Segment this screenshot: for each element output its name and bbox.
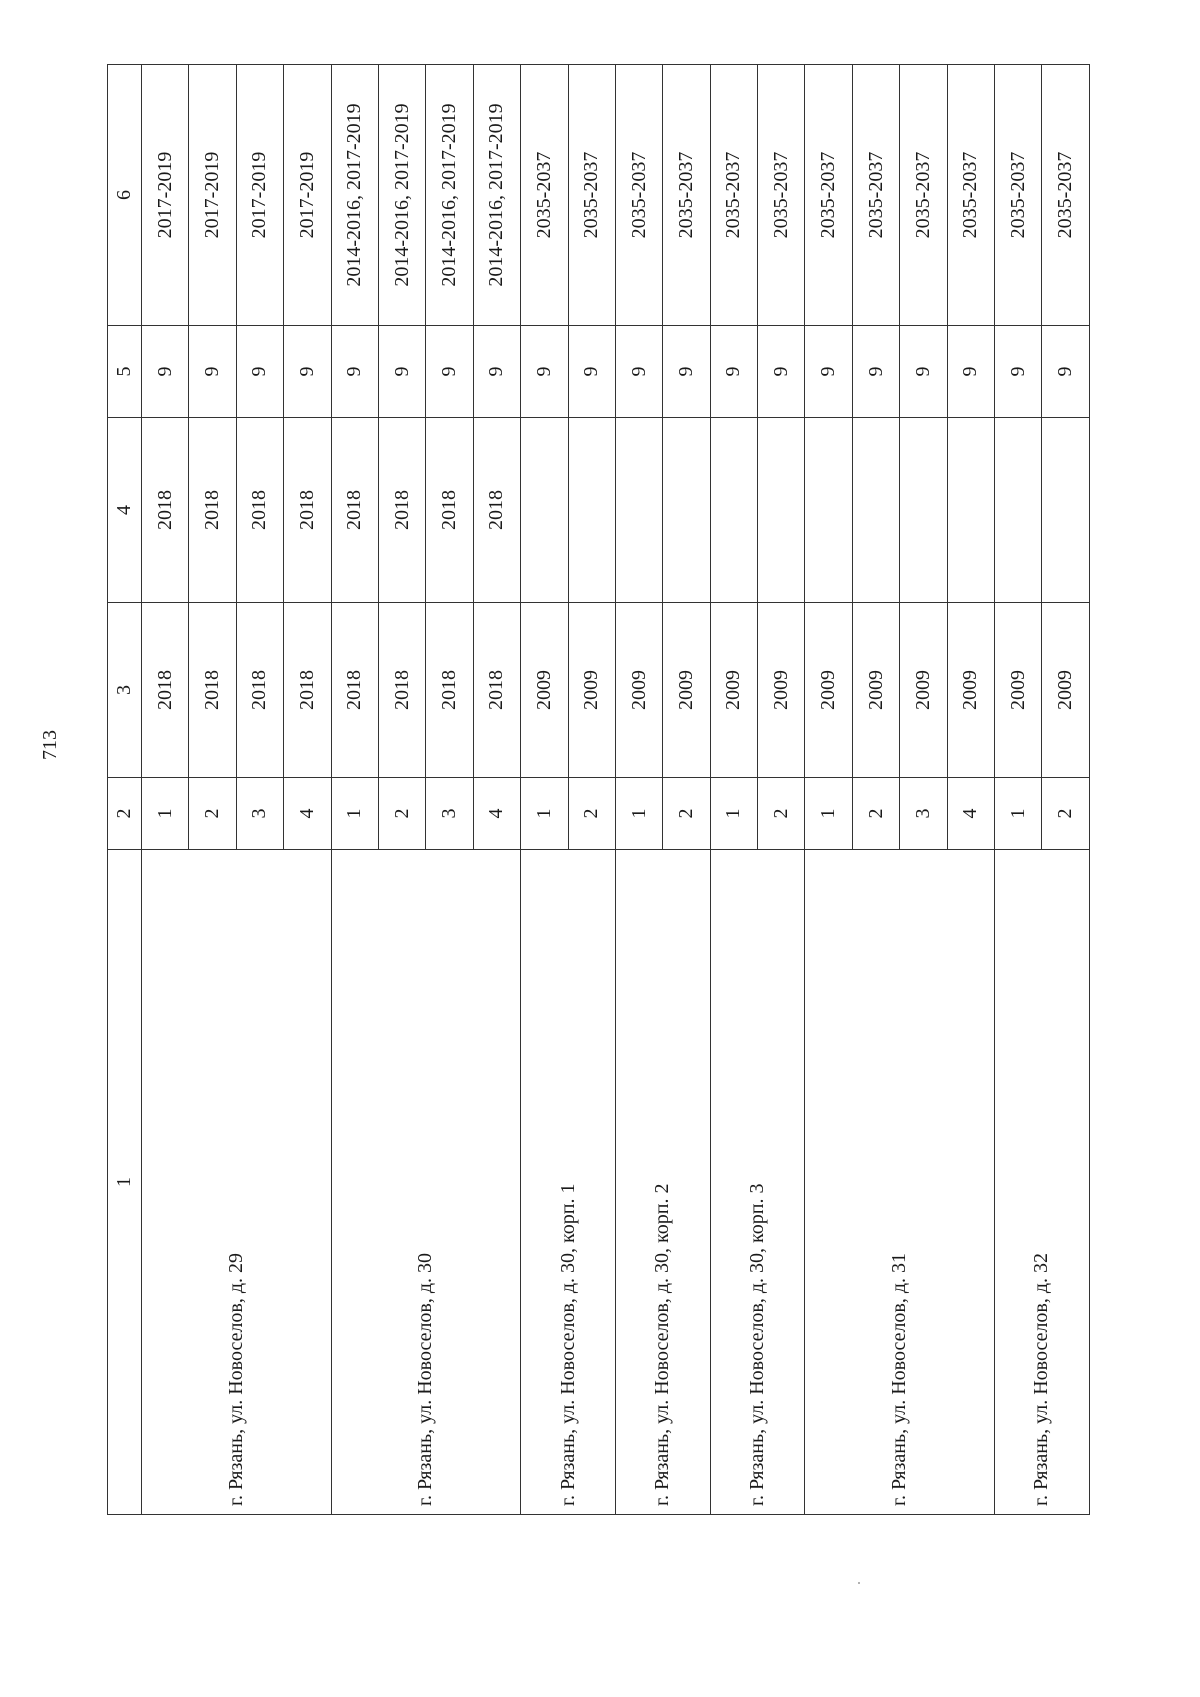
year-cell: 2018 (378, 418, 425, 603)
count-cell: 9 (1042, 326, 1089, 418)
period-cell: 2035-2037 (568, 65, 615, 326)
address-cell: г. Рязань, ул. Новоселов, д. 30 (331, 850, 521, 1515)
year-cell (615, 418, 662, 603)
entrance-number-cell: 2 (758, 778, 805, 850)
period-cell: 2035-2037 (995, 65, 1042, 326)
period-cell: 2035-2037 (521, 65, 568, 326)
table-row (710, 65, 757, 1515)
header-cell-3: 3 (108, 603, 142, 778)
count-cell: 9 (710, 326, 757, 418)
year-cell (947, 418, 994, 603)
count-cell: 9 (378, 326, 425, 418)
period-cell: 2035-2037 (805, 65, 852, 326)
count-cell: 9 (615, 326, 662, 418)
entrance-number-cell: 4 (947, 778, 994, 850)
count-cell: 9 (758, 326, 805, 418)
year-cell: 2009 (900, 603, 947, 778)
count-cell: 9 (331, 326, 378, 418)
entrance-number-cell: 1 (521, 778, 568, 850)
count-cell: 9 (663, 326, 710, 418)
period-cell: 2017-2019 (189, 65, 236, 326)
table-row (615, 65, 662, 1515)
address-cell: г. Рязань, ул. Новоселов, д. 32 (995, 850, 1090, 1515)
count-cell: 9 (284, 326, 331, 418)
address-cell: г. Рязань, ул. Новоселов, д. 30, корп. 3 (710, 850, 805, 1515)
period-cell: 2017-2019 (236, 65, 283, 326)
entrance-number-cell: 1 (615, 778, 662, 850)
count-cell: 9 (426, 326, 473, 418)
year-cell: 2018 (473, 603, 520, 778)
year-cell: 2018 (189, 418, 236, 603)
table-header-row (108, 65, 142, 1515)
header-cell-1: 1 (108, 850, 142, 1515)
year-cell: 2018 (378, 603, 425, 778)
year-cell: 2018 (142, 418, 189, 603)
year-cell: 2009 (568, 603, 615, 778)
year-cell: 2018 (426, 603, 473, 778)
year-cell: 2018 (284, 603, 331, 778)
count-cell: 9 (947, 326, 994, 418)
address-cell: г. Рязань, ул. Новоселов, д. 31 (805, 850, 995, 1515)
year-cell: 2018 (284, 418, 331, 603)
entrance-number-cell: 3 (900, 778, 947, 850)
year-cell: 2009 (852, 603, 899, 778)
table-row (331, 65, 378, 1515)
address-cell: г. Рязань, ул. Новоселов, д. 30, корп. 1 (521, 850, 616, 1515)
period-cell: 2014-2016, 2017-2019 (473, 65, 520, 326)
entrance-number-cell: 1 (142, 778, 189, 850)
entrance-number-cell: 2 (663, 778, 710, 850)
entrance-number-cell: 1 (805, 778, 852, 850)
table-row (142, 65, 189, 1515)
entrance-number-cell: 2 (1042, 778, 1089, 850)
scan-artifact-dot (858, 1582, 860, 1584)
year-cell: 2018 (426, 418, 473, 603)
rotated-table-container (107, 65, 1082, 1515)
table-body (108, 65, 1090, 1515)
address-cell: г. Рязань, ул. Новоселов, д. 30, корп. 2 (615, 850, 710, 1515)
year-cell (521, 418, 568, 603)
header-cell-5: 5 (108, 326, 142, 418)
year-cell: 2009 (995, 603, 1042, 778)
period-cell: 2017-2019 (284, 65, 331, 326)
table-row (521, 65, 568, 1515)
year-cell (710, 418, 757, 603)
period-cell: 2035-2037 (615, 65, 662, 326)
year-cell (568, 418, 615, 603)
entrance-number-cell: 2 (852, 778, 899, 850)
period-cell: 2017-2019 (142, 65, 189, 326)
count-cell: 9 (805, 326, 852, 418)
count-cell: 9 (995, 326, 1042, 418)
entrance-number-cell: 2 (189, 778, 236, 850)
document-table-area (107, 65, 1082, 1515)
entrance-number-cell: 1 (995, 778, 1042, 850)
count-cell: 9 (236, 326, 283, 418)
count-cell: 9 (521, 326, 568, 418)
count-cell: 9 (142, 326, 189, 418)
housing-schedule-table (107, 64, 1090, 1515)
year-cell: 2018 (473, 418, 520, 603)
period-cell: 2035-2037 (947, 65, 994, 326)
period-cell: 2035-2037 (900, 65, 947, 326)
period-cell: 2035-2037 (758, 65, 805, 326)
year-cell: 2009 (947, 603, 994, 778)
period-cell: 2035-2037 (1042, 65, 1089, 326)
count-cell: 9 (568, 326, 615, 418)
address-cell: г. Рязань, ул. Новоселов, д. 29 (142, 850, 332, 1515)
year-cell: 2018 (236, 603, 283, 778)
year-cell: 2018 (331, 418, 378, 603)
year-cell (900, 418, 947, 603)
entrance-number-cell: 1 (710, 778, 757, 850)
period-cell: 2035-2037 (852, 65, 899, 326)
year-cell (758, 418, 805, 603)
period-cell: 2035-2037 (710, 65, 757, 326)
year-cell: 2009 (521, 603, 568, 778)
year-cell (805, 418, 852, 603)
year-cell: 2009 (710, 603, 757, 778)
entrance-number-cell: 2 (568, 778, 615, 850)
header-cell-2: 2 (108, 778, 142, 850)
year-cell (663, 418, 710, 603)
year-cell: 2009 (663, 603, 710, 778)
year-cell: 2018 (331, 603, 378, 778)
count-cell: 9 (900, 326, 947, 418)
year-cell: 2018 (236, 418, 283, 603)
count-cell: 9 (189, 326, 236, 418)
entrance-number-cell: 2 (378, 778, 425, 850)
entrance-number-cell: 3 (426, 778, 473, 850)
year-cell: 2009 (1042, 603, 1089, 778)
year-cell (1042, 418, 1089, 603)
page-number: 713 (39, 730, 61, 760)
period-cell: 2014-2016, 2017-2019 (331, 65, 378, 326)
year-cell: 2009 (615, 603, 662, 778)
period-cell: 2035-2037 (663, 65, 710, 326)
table-row (805, 65, 852, 1515)
year-cell: 2018 (142, 603, 189, 778)
year-cell: 2009 (805, 603, 852, 778)
entrance-number-cell: 4 (284, 778, 331, 850)
entrance-number-cell: 4 (473, 778, 520, 850)
entrance-number-cell: 3 (236, 778, 283, 850)
period-cell: 2014-2016, 2017-2019 (378, 65, 425, 326)
year-cell: 2018 (189, 603, 236, 778)
period-cell: 2014-2016, 2017-2019 (426, 65, 473, 326)
year-cell (852, 418, 899, 603)
count-cell: 9 (473, 326, 520, 418)
year-cell (995, 418, 1042, 603)
header-cell-6: 6 (108, 65, 142, 326)
header-cell-4: 4 (108, 418, 142, 603)
count-cell: 9 (852, 326, 899, 418)
year-cell: 2009 (758, 603, 805, 778)
entrance-number-cell: 1 (331, 778, 378, 850)
table-row (995, 65, 1042, 1515)
